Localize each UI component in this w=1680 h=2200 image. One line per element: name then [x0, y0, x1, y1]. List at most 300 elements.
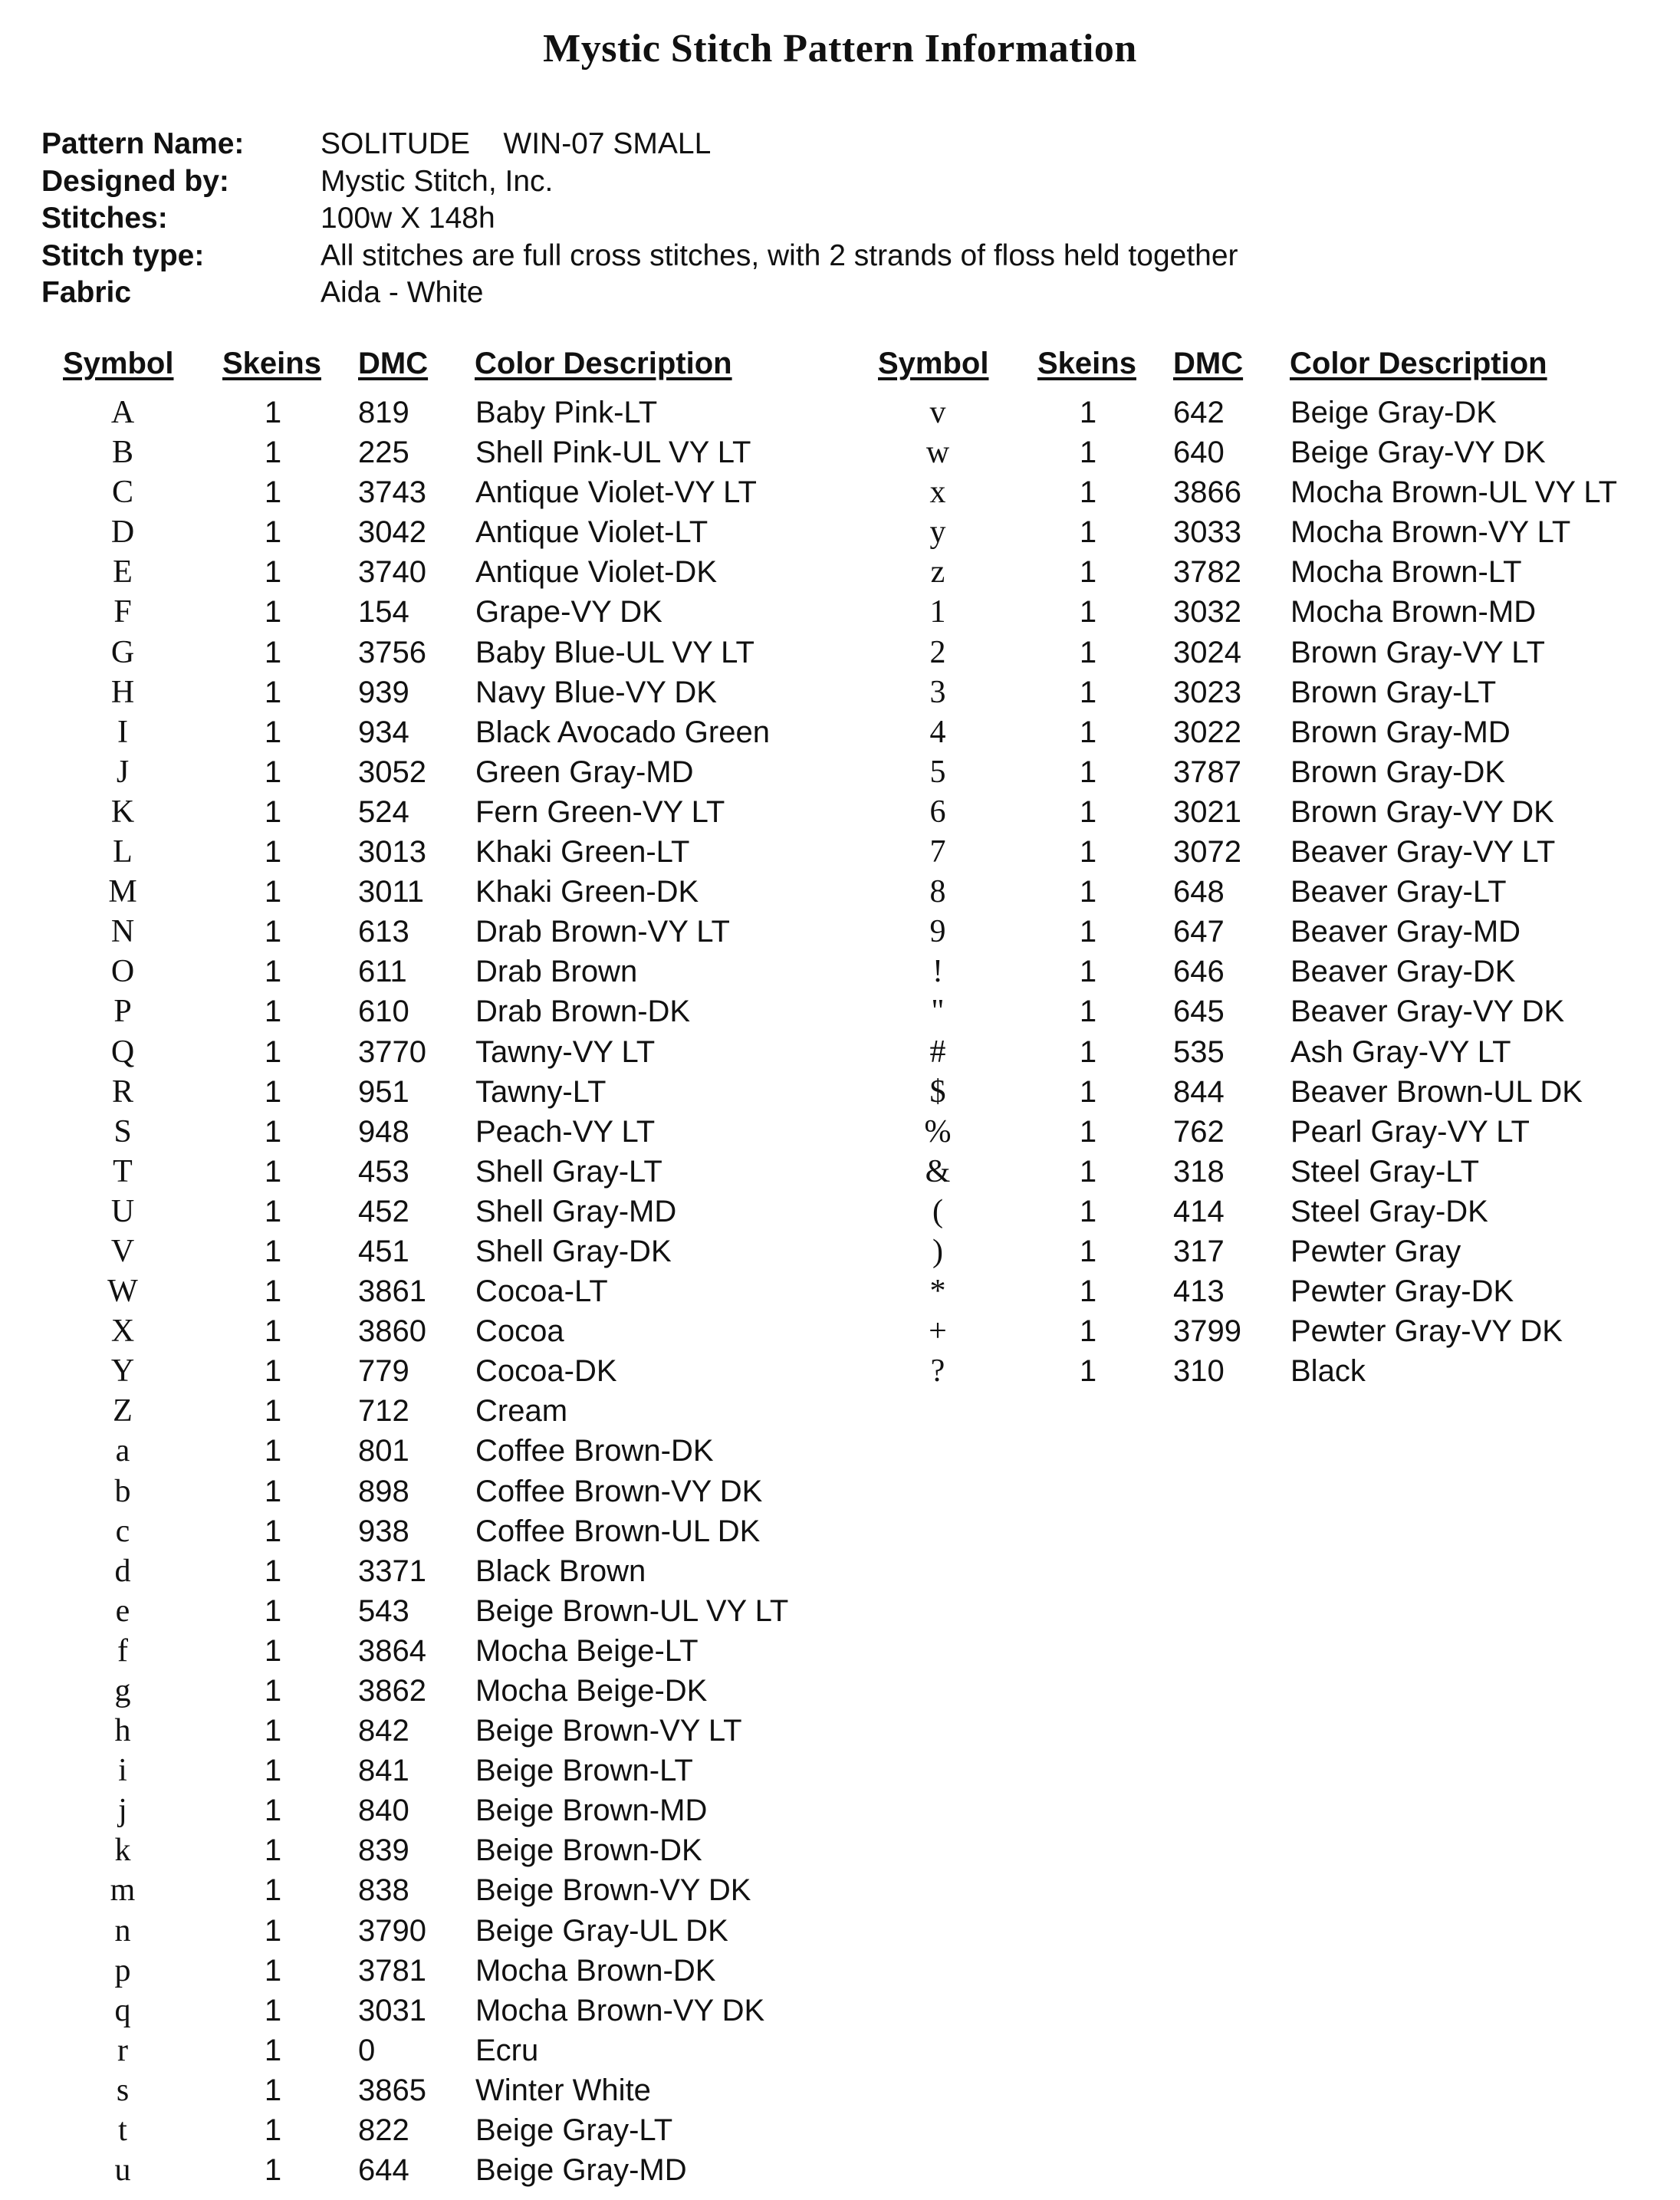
- dmc-cell: 613: [358, 915, 409, 949]
- header-dmc: DMC: [358, 347, 429, 380]
- dmc-cell: 838: [358, 1873, 409, 1908]
- skeins-cell: 1: [264, 475, 282, 510]
- header-color-description: Color Description: [475, 347, 732, 380]
- color-description-cell: Khaki Green-LT: [475, 835, 690, 870]
- symbol-cell: q: [114, 1992, 131, 2028]
- color-description-cell: Mocha Beige-DK: [475, 1674, 708, 1708]
- page-title: Mystic Stitch Pattern Information: [543, 27, 1137, 71]
- skeins-cell: 1: [1079, 755, 1097, 789]
- fabric-row: [41, 275, 1238, 312]
- dmc-cell: 840: [358, 1794, 409, 1828]
- color-description-cell: Beige Brown-VY LT: [475, 1714, 742, 1748]
- color-description-cell: Beige Brown-LT: [475, 1754, 693, 1788]
- color-description-cell: Fern Green-VY LT: [475, 794, 725, 829]
- skeins-cell: 1: [264, 915, 282, 949]
- pattern-info: [41, 126, 1238, 312]
- skeins-cell: 1: [264, 1354, 282, 1389]
- symbol-cell: O: [110, 954, 135, 990]
- color-description-cell: Cocoa: [475, 1314, 564, 1349]
- dmc-cell: 648: [1173, 875, 1225, 909]
- header-symbol: Symbol: [63, 347, 174, 380]
- skeins-cell: 1: [264, 1714, 282, 1748]
- symbol-cell: f: [117, 1633, 128, 1669]
- stitches-row: [41, 200, 1238, 238]
- dmc-cell: 3861: [358, 1274, 426, 1309]
- dmc-cell: 938: [358, 1514, 409, 1548]
- skeins-cell: 1: [1079, 835, 1097, 870]
- skeins-cell: 1: [264, 1993, 282, 2027]
- dmc-cell: 3782: [1173, 555, 1241, 590]
- skeins-cell: 1: [264, 1274, 282, 1309]
- color-description-cell: Antique Violet-DK: [475, 555, 717, 590]
- dmc-cell: 3799: [1173, 1314, 1241, 1349]
- color-description-cell: Mocha Brown-UL VY LT: [1290, 475, 1618, 510]
- symbol-cell: c: [115, 1513, 130, 1549]
- color-description-cell: Pearl Gray-VY LT: [1290, 1114, 1530, 1149]
- pattern-name-label: Pattern Name:: [41, 127, 245, 161]
- dmc-cell: 3013: [358, 835, 426, 870]
- dmc-cell: 839: [358, 1833, 409, 1868]
- color-description-cell: Winter White: [475, 2073, 651, 2107]
- dmc-cell: 844: [1173, 1074, 1225, 1109]
- symbol-cell: T: [113, 1153, 133, 1189]
- color-description-cell: Navy Blue-VY DK: [475, 675, 717, 709]
- color-description-cell: Shell Gray-DK: [475, 1234, 672, 1268]
- skeins-cell: 1: [264, 755, 282, 789]
- dmc-cell: 3781: [358, 1953, 426, 1988]
- symbol-cell: R: [111, 1074, 133, 1110]
- skeins-cell: 1: [264, 1593, 282, 1628]
- symbol-cell: m: [110, 1873, 136, 1909]
- symbol-cell: 9: [929, 914, 946, 950]
- symbol-cell: x: [929, 475, 946, 511]
- skeins-cell: 1: [1079, 1074, 1097, 1109]
- symbol-cell: h: [114, 1713, 131, 1749]
- designed-by-value: Mystic Stitch, Inc.: [321, 164, 554, 198]
- skeins-cell: 1: [1079, 555, 1097, 590]
- dmc-cell: 645: [1173, 995, 1225, 1029]
- dmc-cell: 452: [358, 1194, 409, 1228]
- symbol-cell: C: [111, 475, 133, 511]
- skeins-cell: 1: [264, 1633, 282, 1668]
- symbol-cell: s: [116, 2072, 130, 2108]
- color-description-cell: Shell Pink-UL VY LT: [475, 436, 751, 470]
- dmc-cell: 3023: [1173, 675, 1241, 709]
- skeins-cell: 1: [1079, 715, 1097, 749]
- symbol-cell: ": [931, 994, 945, 1030]
- symbol-cell: a: [115, 1433, 130, 1469]
- skeins-cell: 1: [1079, 955, 1097, 989]
- dmc-cell: 801: [358, 1434, 409, 1468]
- symbol-cell: t: [118, 2113, 127, 2149]
- dmc-cell: 3031: [358, 1993, 426, 2027]
- dmc-cell: 3860: [358, 1314, 426, 1349]
- dmc-cell: 0: [358, 2033, 376, 2067]
- symbol-cell: 1: [929, 594, 946, 630]
- skeins-cell: 1: [264, 1194, 282, 1228]
- symbol-cell: E: [113, 554, 133, 590]
- symbol-cell: z: [930, 554, 945, 590]
- skeins-cell: 1: [1079, 436, 1097, 470]
- color-description-cell: Drab Brown: [475, 955, 638, 989]
- skeins-cell: 1: [264, 955, 282, 989]
- skeins-cell: 1: [264, 1154, 282, 1189]
- fabric-label: Fabric: [41, 276, 132, 310]
- color-description-cell: Beaver Gray-MD: [1290, 915, 1521, 949]
- symbol-cell: ?: [930, 1353, 945, 1389]
- dmc-cell: 3740: [358, 555, 426, 590]
- symbol-cell: j: [118, 1793, 127, 1829]
- dmc-cell: 779: [358, 1354, 409, 1389]
- dmc-cell: 3052: [358, 755, 426, 789]
- skeins-cell: 1: [264, 1873, 282, 1908]
- symbol-cell: Q: [110, 1034, 135, 1070]
- skeins-cell: 1: [264, 715, 282, 749]
- skeins-cell: 1: [264, 1514, 282, 1548]
- skeins-cell: 1: [264, 1833, 282, 1868]
- skeins-cell: 1: [264, 1474, 282, 1508]
- color-description-cell: Beige Gray-LT: [475, 2113, 673, 2148]
- dmc-cell: 646: [1173, 955, 1225, 989]
- skeins-cell: 1: [264, 1554, 282, 1588]
- color-description-cell: Pewter Gray: [1290, 1234, 1461, 1268]
- symbol-cell: P: [113, 994, 132, 1030]
- symbol-cell: +: [929, 1314, 947, 1350]
- skeins-cell: 1: [1079, 595, 1097, 630]
- color-description-cell: Peach-VY LT: [475, 1114, 656, 1149]
- header-color-description: Color Description: [1290, 347, 1547, 380]
- dmc-cell: 640: [1173, 436, 1225, 470]
- color-description-cell: Mocha Brown-VY DK: [475, 1993, 765, 2027]
- skeins-cell: 1: [1079, 1034, 1097, 1069]
- symbol-cell: %: [924, 1113, 952, 1149]
- dmc-cell: 939: [358, 675, 409, 709]
- symbol-cell: F: [113, 594, 132, 630]
- color-description-cell: Antique Violet-VY LT: [475, 475, 757, 510]
- pattern-name-value: SOLITUDE WIN-07 SMALL: [321, 127, 712, 161]
- color-description-cell: Beaver Gray-VY LT: [1290, 835, 1556, 870]
- color-description-cell: Baby Pink-LT: [475, 396, 658, 429]
- dmc-cell: 3787: [1173, 755, 1241, 789]
- skeins-cell: 1: [264, 595, 282, 630]
- fabric-value: Aida - White: [321, 276, 484, 310]
- color-description-cell: Black: [1290, 1354, 1366, 1389]
- symbol-cell: J: [116, 754, 130, 790]
- color-description-cell: Steel Gray-LT: [1290, 1154, 1479, 1189]
- skeins-cell: 1: [1079, 915, 1097, 949]
- skeins-cell: 1: [1079, 1234, 1097, 1268]
- stitch-type-value: All stitches are full cross stitches, with 2 strands of floss held together: [321, 238, 1238, 272]
- symbol-cell: k: [114, 1833, 131, 1869]
- symbol-cell: Y: [110, 1353, 135, 1389]
- symbol-cell: g: [114, 1673, 131, 1708]
- dmc-cell: 451: [358, 1234, 409, 1268]
- skeins-cell: 1: [1079, 1154, 1097, 1189]
- symbol-cell: 3: [929, 674, 946, 710]
- symbol-cell: 6: [929, 794, 946, 830]
- dmc-cell: 644: [358, 2153, 409, 2188]
- header-skeins: Skeins: [222, 347, 321, 380]
- symbol-cell: S: [113, 1113, 132, 1149]
- color-description-cell: Mocha Brown-MD: [1290, 595, 1537, 630]
- dmc-cell: 543: [358, 1593, 409, 1628]
- dmc-cell: 3033: [1173, 515, 1241, 550]
- symbol-cell: U: [110, 1193, 135, 1229]
- skeins-cell: 1: [1079, 794, 1097, 829]
- color-description-cell: Pewter Gray-DK: [1290, 1274, 1514, 1309]
- symbol-cell: W: [107, 1274, 138, 1310]
- skeins-cell: 1: [1079, 875, 1097, 909]
- skeins-cell: 1: [264, 555, 282, 590]
- skeins-cell: 1: [264, 1434, 282, 1468]
- dmc-cell: 318: [1173, 1154, 1225, 1189]
- symbol-cell: G: [110, 634, 135, 670]
- skeins-cell: 1: [1079, 1194, 1097, 1228]
- dmc-cell: 819: [358, 396, 409, 429]
- symbol-cell: n: [114, 1912, 131, 1948]
- color-description-cell: Khaki Green-DK: [475, 875, 699, 909]
- symbol-cell: v: [929, 395, 946, 430]
- color-description-cell: Beige Brown-UL VY LT: [475, 1593, 789, 1628]
- symbol-cell: D: [110, 515, 135, 551]
- symbol-cell: p: [114, 1952, 131, 1988]
- color-description-cell: Grape-VY DK: [475, 595, 662, 630]
- dmc-cell: 3042: [358, 515, 426, 550]
- color-description-cell: Brown Gray-VY LT: [1290, 635, 1545, 669]
- symbol-cell: &: [925, 1153, 951, 1189]
- dmc-cell: 225: [358, 436, 409, 470]
- color-description-cell: Black Brown: [475, 1554, 646, 1588]
- skeins-cell: 1: [1079, 515, 1097, 550]
- dmc-cell: 3072: [1173, 835, 1241, 870]
- dmc-cell: 3862: [358, 1674, 426, 1708]
- skeins-cell: 1: [264, 2073, 282, 2107]
- skeins-cell: 1: [264, 995, 282, 1029]
- symbol-cell: u: [114, 2152, 131, 2188]
- color-description-cell: Beige Gray-VY DK: [1290, 436, 1546, 470]
- dmc-cell: 535: [1173, 1034, 1225, 1069]
- color-description-cell: Ecru: [475, 2033, 539, 2067]
- color-description-cell: Tawny-LT: [475, 1074, 607, 1109]
- color-description-cell: Brown Gray-MD: [1290, 715, 1511, 749]
- skeins-cell: 1: [264, 1394, 282, 1429]
- symbol-cell: y: [929, 515, 946, 551]
- skeins-cell: 1: [264, 875, 282, 909]
- stitches-label: Stitches:: [41, 202, 168, 235]
- skeins-cell: 1: [264, 1314, 282, 1349]
- dmc-cell: 3866: [1173, 475, 1241, 510]
- color-description-cell: Pewter Gray-VY DK: [1290, 1314, 1563, 1349]
- skeins-cell: 1: [1079, 1274, 1097, 1309]
- color-description-cell: Shell Gray-MD: [475, 1194, 677, 1228]
- dmc-cell: 712: [358, 1394, 409, 1429]
- skeins-cell: 1: [264, 1674, 282, 1708]
- skeins-cell: 1: [264, 835, 282, 870]
- color-description-cell: Beige Gray-DK: [1290, 396, 1497, 429]
- color-description-cell: Mocha Brown-LT: [1290, 555, 1522, 590]
- dmc-cell: 951: [358, 1074, 409, 1109]
- stitch-type-label: Stitch type:: [41, 238, 205, 272]
- dmc-cell: 453: [358, 1154, 409, 1189]
- symbol-cell: V: [110, 1233, 135, 1269]
- skeins-cell: 1: [264, 1754, 282, 1788]
- skeins-cell: 1: [264, 2113, 282, 2148]
- symbol-cell: 4: [929, 714, 946, 750]
- dmc-cell: 842: [358, 1714, 409, 1748]
- skeins-cell: 1: [264, 1794, 282, 1828]
- dmc-cell: 3011: [358, 875, 425, 909]
- dmc-cell: 3756: [358, 635, 426, 669]
- dmc-cell: 414: [1173, 1194, 1225, 1228]
- stitch-type-row: [41, 238, 1238, 275]
- color-description-cell: Beaver Brown-UL DK: [1290, 1074, 1583, 1109]
- color-description-cell: Cocoa-LT: [475, 1274, 608, 1309]
- dmc-cell: 3790: [358, 1913, 426, 1948]
- symbol-cell: X: [110, 1314, 135, 1350]
- symbol-cell: 2: [929, 634, 946, 670]
- skeins-cell: 1: [264, 396, 282, 429]
- skeins-cell: 1: [264, 1114, 282, 1149]
- skeins-cell: 1: [1079, 1114, 1097, 1149]
- color-description-cell: Coffee Brown-VY DK: [475, 1474, 763, 1508]
- pattern-name-row: [41, 126, 1238, 163]
- dmc-cell: 413: [1173, 1274, 1225, 1309]
- dmc-cell: 3770: [358, 1034, 426, 1069]
- designed-by-row: [41, 163, 1238, 201]
- color-description-cell: Brown Gray-VY DK: [1290, 794, 1554, 829]
- dmc-cell: 610: [358, 995, 409, 1029]
- skeins-cell: 1: [264, 675, 282, 709]
- skeins-cell: 1: [1079, 1314, 1097, 1349]
- dmc-cell: 3743: [358, 475, 426, 510]
- header-skeins: Skeins: [1037, 347, 1136, 380]
- dmc-cell: 310: [1173, 1354, 1225, 1389]
- color-description-cell: Beaver Gray-LT: [1290, 875, 1507, 909]
- dmc-cell: 762: [1173, 1114, 1225, 1149]
- dmc-cell: 948: [358, 1114, 409, 1149]
- dmc-cell: 3032: [1173, 595, 1241, 630]
- color-description-cell: Beige Gray-MD: [475, 2153, 687, 2188]
- color-description-cell: Brown Gray-LT: [1290, 675, 1497, 709]
- header-dmc: DMC: [1173, 347, 1244, 380]
- dmc-cell: 3024: [1173, 635, 1241, 669]
- color-description-cell: Mocha Beige-LT: [475, 1633, 699, 1668]
- dmc-cell: 524: [358, 794, 409, 829]
- dmc-cell: 822: [358, 2113, 409, 2148]
- symbol-cell: ): [932, 1233, 943, 1269]
- skeins-cell: 1: [1079, 995, 1097, 1029]
- skeins-cell: 1: [264, 2033, 282, 2067]
- symbol-cell: i: [118, 1753, 127, 1789]
- header-symbol: Symbol: [878, 347, 989, 380]
- skeins-cell: 1: [264, 1034, 282, 1069]
- dmc-cell: 3021: [1173, 794, 1241, 829]
- color-description-cell: Mocha Brown-VY LT: [1290, 515, 1571, 550]
- skeins-cell: 1: [264, 1074, 282, 1109]
- color-description-cell: Mocha Brown-DK: [475, 1953, 716, 1988]
- skeins-cell: 1: [264, 515, 282, 550]
- symbol-cell: L: [113, 834, 133, 870]
- dmc-cell: 3864: [358, 1633, 426, 1668]
- symbol-cell: 5: [929, 754, 946, 790]
- color-description-cell: Baby Blue-UL VY LT: [475, 635, 755, 669]
- symbol-cell: B: [111, 435, 133, 471]
- color-description-cell: Beige Brown-MD: [475, 1794, 708, 1828]
- skeins-cell: 1: [1079, 635, 1097, 669]
- color-description-cell: Drab Brown-DK: [475, 995, 691, 1029]
- symbol-cell: $: [929, 1074, 946, 1110]
- stitches-value: 100w X 148h: [321, 202, 495, 235]
- color-description-cell: Cocoa-DK: [475, 1354, 617, 1389]
- color-description-cell: Ash Gray-VY LT: [1290, 1034, 1511, 1069]
- dmc-cell: 611: [358, 955, 407, 989]
- skeins-cell: 1: [264, 1234, 282, 1268]
- color-description-cell: Beaver Gray-DK: [1290, 955, 1516, 989]
- symbol-cell: e: [115, 1593, 130, 1629]
- skeins-cell: 1: [1079, 1354, 1097, 1389]
- dmc-cell: 317: [1173, 1234, 1225, 1268]
- color-description-cell: Beaver Gray-VY DK: [1290, 995, 1565, 1029]
- skeins-cell: 1: [264, 1953, 282, 1988]
- symbol-cell: 8: [929, 874, 946, 910]
- symbol-cell: #: [929, 1034, 946, 1070]
- skeins-cell: 1: [264, 436, 282, 470]
- color-description-cell: Coffee Brown-UL DK: [475, 1514, 761, 1548]
- dmc-cell: 898: [358, 1474, 409, 1508]
- symbol-cell: b: [114, 1473, 131, 1509]
- color-description-cell: Beige Brown-VY DK: [475, 1873, 751, 1908]
- symbol-cell: A: [110, 395, 135, 430]
- symbol-cell: (: [932, 1193, 943, 1229]
- designed-by-label: Designed by:: [41, 164, 229, 198]
- dmc-cell: 841: [358, 1754, 409, 1788]
- color-description-cell: Steel Gray-DK: [1290, 1194, 1488, 1228]
- symbol-cell: w: [925, 435, 950, 471]
- skeins-cell: 1: [264, 1913, 282, 1948]
- dmc-cell: 934: [358, 715, 409, 749]
- symbol-cell: *: [929, 1274, 946, 1310]
- color-description-cell: Shell Gray-LT: [475, 1154, 662, 1189]
- symbol-cell: 7: [929, 834, 946, 870]
- color-description-cell: Black Avocado Green: [475, 715, 770, 749]
- symbol-cell: I: [117, 714, 128, 750]
- skeins-cell: 1: [264, 794, 282, 829]
- color-description-cell: Tawny-VY LT: [475, 1034, 656, 1069]
- color-description-cell: Coffee Brown-DK: [475, 1434, 714, 1468]
- dmc-cell: 154: [358, 595, 409, 630]
- symbol-cell: r: [117, 2032, 128, 2068]
- dmc-cell: 3865: [358, 2073, 426, 2107]
- color-description-cell: Cream: [475, 1394, 568, 1429]
- dmc-cell: 642: [1173, 396, 1225, 429]
- dmc-cell: 3371: [358, 1554, 426, 1588]
- skeins-cell: 1: [1079, 396, 1097, 429]
- color-description-cell: Antique Violet-LT: [475, 515, 708, 550]
- dmc-cell: 3022: [1173, 715, 1241, 749]
- skeins-cell: 1: [1079, 475, 1097, 510]
- symbol-cell: N: [110, 914, 135, 950]
- skeins-cell: 1: [264, 2153, 282, 2188]
- symbol-cell: M: [108, 874, 137, 910]
- color-description-cell: Beige Gray-UL DK: [475, 1913, 728, 1948]
- color-description-cell: Green Gray-MD: [475, 755, 694, 789]
- symbol-cell: !: [932, 954, 943, 990]
- symbol-cell: H: [110, 674, 135, 710]
- color-description-cell: Brown Gray-DK: [1290, 755, 1506, 789]
- skeins-cell: 1: [264, 635, 282, 669]
- symbol-cell: d: [114, 1553, 131, 1589]
- symbol-cell: K: [110, 794, 135, 830]
